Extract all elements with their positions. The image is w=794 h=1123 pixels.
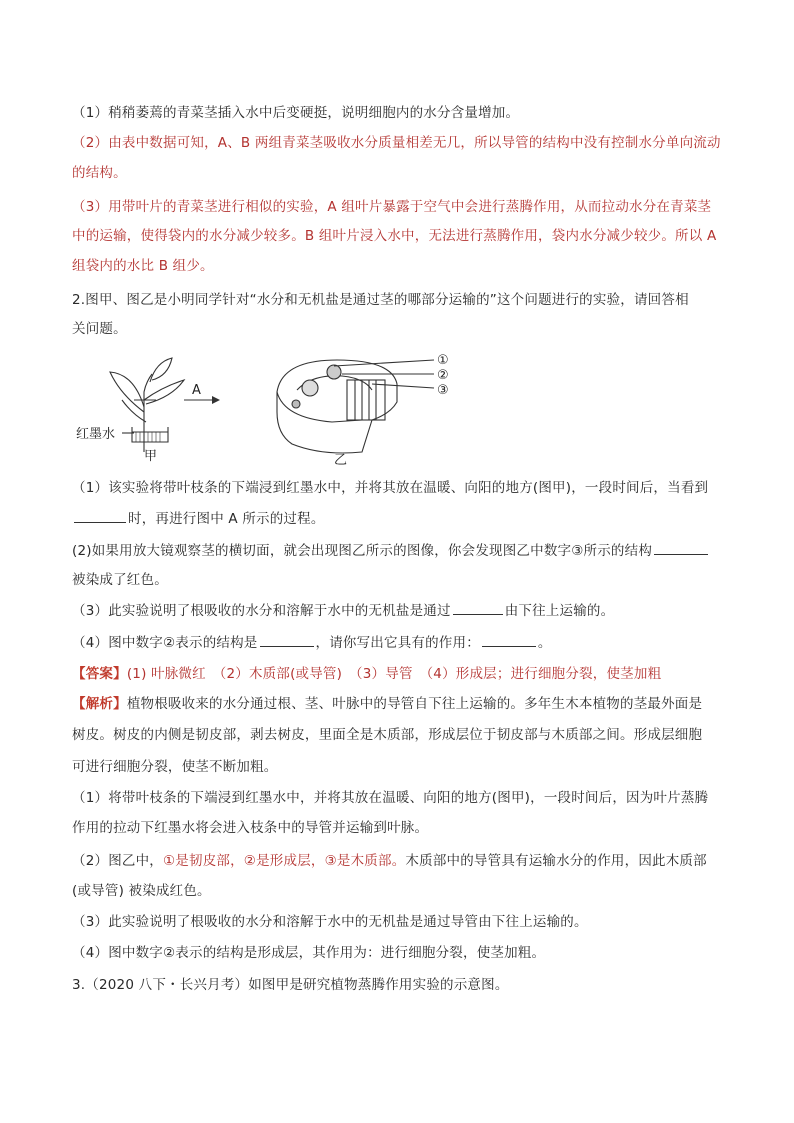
analysis-a4-line: （4）图中数字②表示的结构是形成层，其作用为：进行细胞分裂，使茎加粗。: [72, 945, 546, 961]
analysis-a3-line: （3）此实验说明了根吸收的水分和溶解于水中的无机盐是通过导管由下往上运输的。: [72, 914, 588, 930]
answer-blank-4[interactable]: [260, 632, 314, 647]
q2-sub3-line: [72, 600, 614, 621]
s1-line2: （2）由表中数据可知，A、B 两组青菜茎吸收水分质量相差无几，所以导管的结构中没有控制水分单向流动: [72, 135, 721, 151]
answer-blank-2[interactable]: [654, 540, 708, 555]
ink-label: 红墨水: [76, 427, 116, 442]
analysis-text-1: 植物根吸收来的水分通过根、茎、叶脉中的导管自下往上运输的。多年生木本植物的茎最外面是: [126, 696, 703, 712]
s1-line3: 的结构。: [72, 165, 127, 181]
arrow-a: [184, 383, 220, 404]
figure-yi-section: [277, 360, 434, 453]
analysis-a2-line1: [72, 851, 707, 871]
figure-jia-plant: [110, 358, 184, 452]
answer-blank-1[interactable]: [74, 508, 126, 523]
analysis-line2: 树皮。树皮的内侧是韧皮部，剥去树皮，里面全是木质部，形成层位于韧皮部与木质部之间。形成层细胞: [72, 727, 703, 743]
q2-sub2-line2: 被染成了红色。: [72, 572, 168, 588]
figure-jia-label: 甲: [144, 449, 158, 464]
marker-2: ②: [437, 368, 449, 383]
figure-svg: [72, 352, 472, 467]
q2-sub2-text: (2)如果用放大镜观察茎的横切面，就会出现图乙所示的图像，你会发现图乙中数字③所示的结构: [72, 543, 653, 559]
s1-line6: 组袋内的水比 B 组少。: [72, 258, 214, 274]
answer-text: (1) 叶脉微红 （2）木质部(或导管) （3）导管 （4）形成层；进行细胞分裂，使茎加粗: [126, 666, 662, 682]
figure-yi-label: 乙: [334, 453, 348, 467]
analysis-tag: 【解析】: [72, 696, 127, 712]
q2-sub2-line1: [72, 540, 710, 561]
q2-sub4-text-b: ，请你写出它具有的作用：: [315, 635, 480, 651]
q2-sub1-line1: （1）该实验将带叶枝条的下端浸到红墨水中，并将其放在温暖、向阳的地方(图甲)，一段时间后，当看到: [72, 480, 709, 496]
q2-sub4-line: [72, 632, 552, 653]
s1-line1: （1）稍稍萎蔫的青菜茎插入水中后变硬挺，说明细胞内的水分含量增加。: [72, 105, 520, 121]
q2-sub3-text-b: 由下往上运输的。: [504, 603, 615, 619]
analysis-line1: [72, 694, 702, 714]
answer-blank-5[interactable]: [482, 632, 536, 647]
analysis-a2-prefix: （2）图乙中，: [72, 853, 163, 869]
arrow-a-label: A: [192, 383, 201, 398]
analysis-a2-line2: (或导管) 被染成红色。: [72, 883, 211, 899]
analysis-a1-line1: （1）将带叶枝条的下端浸到红墨水中，并将其放在温暖、向阳的地方(图甲)，一段时间后，因为叶片蒸腾: [72, 790, 709, 806]
analysis-line3: 可进行细胞分裂，使茎不断加粗。: [72, 759, 278, 775]
analysis-a2-suffix: 木质部中的导管具有运输水分的作用，因此木质部: [405, 853, 707, 869]
answer-blank-3[interactable]: [453, 600, 503, 615]
analysis-a1-line2: 作用的拉动下红墨水将会进入枝条中的导管并运输到叶脉。: [72, 820, 429, 836]
q2-stem-line2: 关问题。: [72, 321, 127, 337]
marker-1: ①: [437, 353, 449, 368]
analysis-a2-red: ①是韧皮部，②是形成层，③是木质部。: [163, 853, 406, 869]
q2-stem-line1: 2.图甲、图乙是小明同学针对“水分和无机盐是通过茎的哪部分运输的”这个问题进行的实验，请回答相: [72, 292, 689, 308]
answer-line: [72, 664, 661, 684]
q2-sub1-line2: [72, 508, 325, 529]
s1-line4: （3）用带叶片的青菜茎进行相似的实验，A 组叶片暴露于空气中会进行蒸腾作用，从而拉动水分在青菜茎: [72, 199, 712, 215]
q2-sub3-text-a: （3）此实验说明了根吸收的水分和溶解于水中的无机盐是通过: [72, 603, 451, 619]
q3-stem: 3.（2020 八下・长兴月考）如图甲是研究植物蒸腾作用实验的示意图。: [72, 977, 509, 993]
experiment-figure: [72, 352, 472, 467]
s1-line5: 中的运输，使得袋内的水分减少较多。B 组叶片浸入水中，无法进行蒸腾作用，袋内水分减少较少。所以 A: [72, 228, 717, 244]
q2-sub4-text-c: 。: [537, 635, 552, 651]
answer-tag: 【答案】: [72, 666, 127, 682]
marker-3: ③: [437, 383, 449, 398]
q2-sub1-text: 时，再进行图中 A 所示的过程。: [128, 511, 325, 527]
q2-sub4-text-a: （4）图中数字②表示的结构是: [72, 635, 258, 651]
